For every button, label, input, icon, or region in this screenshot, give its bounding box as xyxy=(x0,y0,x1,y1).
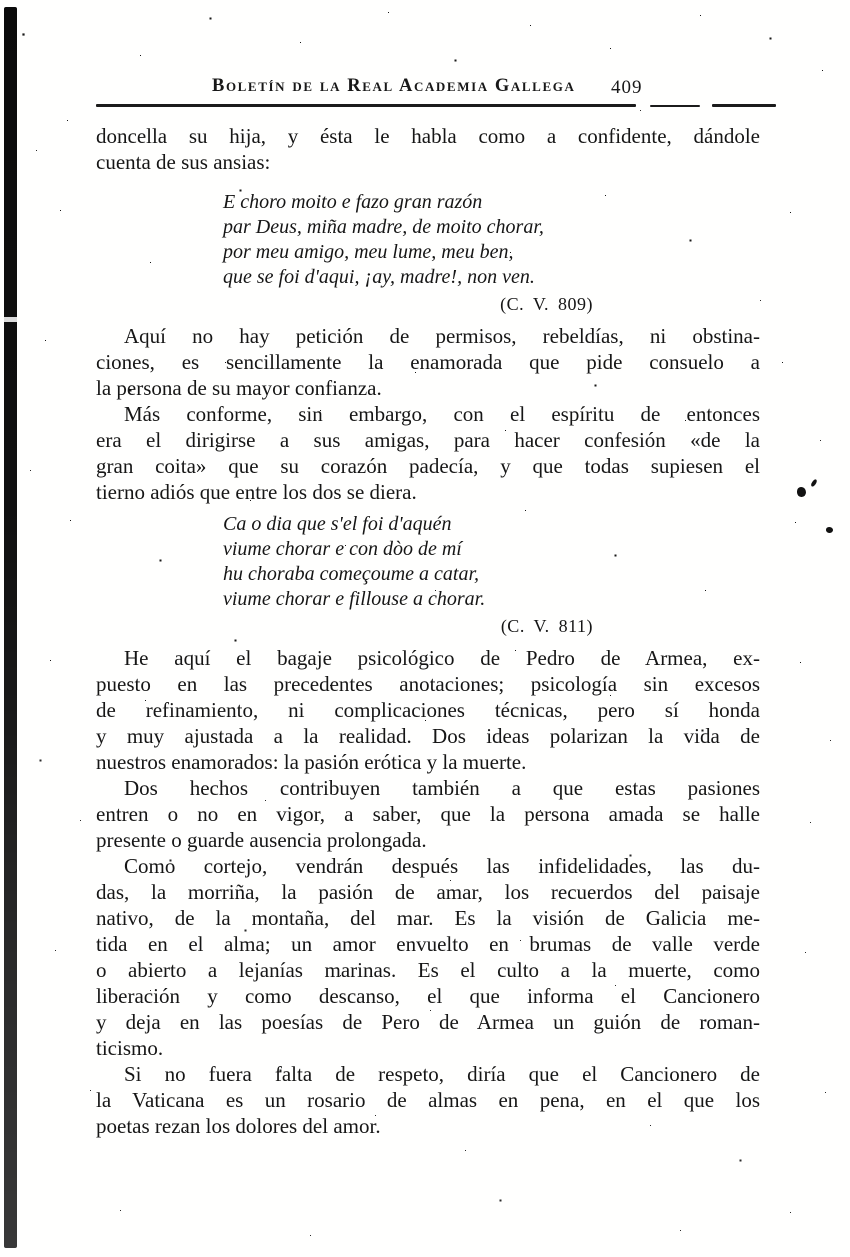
verse-line: par Deus, miña madre, de moito chorar, xyxy=(223,216,544,238)
paragraph xyxy=(96,645,760,775)
ink-blot xyxy=(826,527,833,533)
text-line: Si no fuera falta de respeto, diría que el Cancionero de xyxy=(124,1062,760,1086)
verse-line: viume chorar e con dòo de mí xyxy=(223,538,462,560)
verse-line: Ca o dia que s'el foi d'aquén xyxy=(223,513,452,535)
text-line: ticismo. xyxy=(96,1036,164,1060)
paragraph xyxy=(96,123,760,175)
page-body xyxy=(96,123,760,1139)
running-header xyxy=(96,76,760,100)
text-line: entren o no en vigor, a saber, que la persona amada se halle xyxy=(96,802,760,826)
text-line: nuestros enamorados: la pasión erótica y la muerte. xyxy=(96,750,527,774)
verse-quotation xyxy=(223,512,760,612)
source-citation: (C. V. 809) xyxy=(500,294,593,314)
rule-segment xyxy=(650,105,700,107)
text-line: de refinamiento, ni complicaciones técnicas, pero sí honda xyxy=(96,698,760,722)
rule-segment xyxy=(96,104,636,107)
text-line: liberación y como descanso, el que informa el Cancionero xyxy=(96,984,760,1008)
text-line: Como cortejo, vendrán después las infidelidades, las du- xyxy=(124,854,760,878)
text-line: Aquí no hay petición de permisos, rebeldías, ni obstina- xyxy=(124,324,760,348)
text-line: He aquí el bagaje psicológico de Pedro de Armea, ex- xyxy=(124,646,760,670)
paragraph xyxy=(96,775,760,853)
text-line: y deja en las poesías de Pero de Armea un guión de roman- xyxy=(96,1010,760,1034)
verse-line: E choro moito e fazo gran razón xyxy=(223,191,483,213)
text-line: Dos hechos contribuyen también a que estas pasiones xyxy=(124,776,760,800)
source-citation: (C. V. 811) xyxy=(500,616,593,636)
paragraph xyxy=(96,853,760,1061)
text-line: puesto en las precedentes anotaciones; psicología sin excesos xyxy=(96,672,760,696)
page-number: 409 xyxy=(611,77,643,98)
text-line: gran coita» que su corazón padecía, y que todas supiesen el xyxy=(96,454,760,478)
text-line: tierno adiós que entre los dos se diera. xyxy=(96,480,417,504)
paragraph xyxy=(96,323,760,401)
text-line: nativo, de la montaña, del mar. Es la visión de Galicia me- xyxy=(96,906,760,930)
text-column xyxy=(96,76,760,1139)
text-line: Más conforme, sin embargo, con el espíritu de entonces xyxy=(124,402,760,426)
verse-line: hu choraba começoume a catar, xyxy=(223,563,480,585)
text-line: y muy ajustada a la realidad. Dos ideas polarizan la vida de xyxy=(96,724,760,748)
text-line: la Vaticana es un rosario de almas en pena, en el que los xyxy=(96,1088,760,1112)
text-line: era el dirigirse a sus amigas, para hacer confesión «de la xyxy=(96,428,760,452)
scan-noise xyxy=(0,0,1,1)
verse-line: viume chorar e fillouse a chorar. xyxy=(223,588,486,610)
text-line: das, la morriña, la pasión de amar, los recuerdos del paisaje xyxy=(96,880,760,904)
ink-blot xyxy=(797,487,806,497)
text-line: poetas rezan los dolores del amor. xyxy=(96,1114,381,1138)
book-spine-band xyxy=(4,7,17,1248)
text-line: presente o guarde ausencia prolongada. xyxy=(96,828,427,852)
verse-line: por meu amigo, meu lume, meu ben, xyxy=(223,241,514,263)
journal-title: Boletín de la Real Academia Gallega xyxy=(212,76,576,96)
text-line: la persona de su mayor confianza. xyxy=(96,376,382,400)
verse-line: que se foi d'aqui, ¡ay, madre!, non ven. xyxy=(223,266,535,288)
text-line: ciones, es sencillamente la enamorada que pide consuelo a xyxy=(96,350,760,374)
text-line: cuenta de sus ansias: xyxy=(96,150,271,174)
paragraph xyxy=(96,1061,760,1139)
verse-quotation xyxy=(223,190,760,290)
rule-segment xyxy=(712,104,776,107)
paragraph xyxy=(96,401,760,505)
text-line: tida en el alma; un amor envuelto en brumas de valle verde xyxy=(96,932,760,956)
ink-blot xyxy=(810,479,818,488)
header-rule xyxy=(96,104,782,107)
text-line: o abierto a lejanías marinas. Es el culto a la muerte, como xyxy=(96,958,760,982)
text-line: doncella su hija, y ésta le habla como a confidente, dándole xyxy=(96,124,760,148)
